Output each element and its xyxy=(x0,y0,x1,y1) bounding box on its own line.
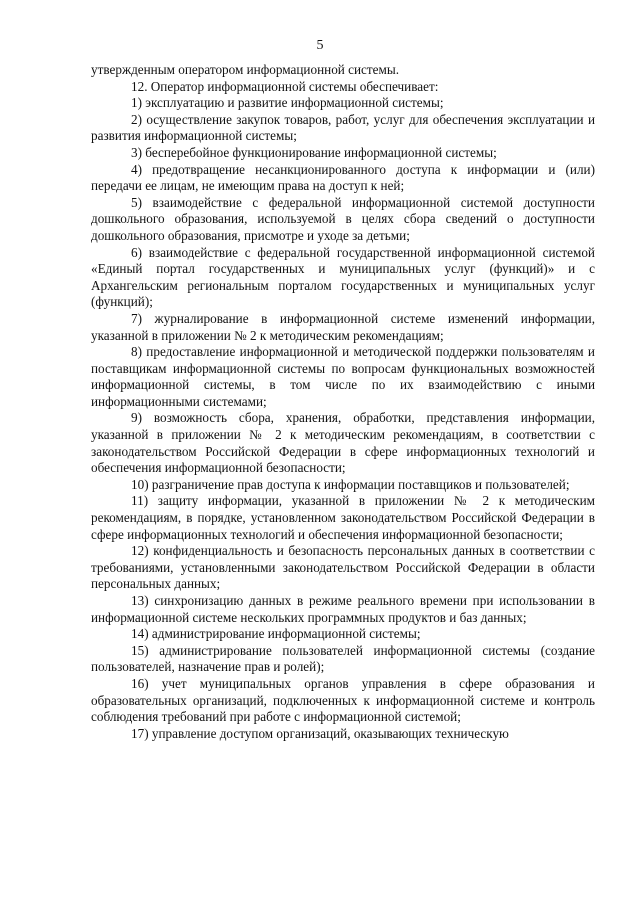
list-item-7: 7) журналирование в информационной системе изменений информации, указанной в приложении № 2 к методическим рекомендациям; xyxy=(91,310,595,343)
list-item-2: 2) осуществление закупок товаров, работ, услуг для обеспечения эксплуатации и развития информационной системы; xyxy=(91,111,595,144)
list-item-8: 8) предоставление информационной и методической поддержки пользователям и поставщикам информационной системы по вопросам функциональных возможностей информационной системы, в том числе по их взаимодействию с иными информационными системами; xyxy=(91,344,595,409)
list-item-13: 13) синхронизацию данных в режиме реального времени при использовании в информационной системе нескольких программных продуктов и баз данных; xyxy=(91,593,595,625)
paragraph-continuation: утвержденным оператором информационной системы. xyxy=(91,62,400,77)
list-item-3: 3) бесперебойное функционирование информационной системы; xyxy=(131,144,497,160)
list-item-10: 10) разграничение прав доступа к информации поставщиков и пользователей; xyxy=(131,476,570,492)
document-body xyxy=(91,62,595,742)
list-item-9: 9) возможность сбора, хранения, обработки, представления информации, указанной в приложении № 2 к методическим рекомендациям, в соответствии с законодательством Российской Федерации в сфере информационных технологий и обеспечения информационной безопасности; xyxy=(91,410,595,476)
paragraph-section-12: 12. Оператор информационной системы обеспечивает: xyxy=(131,78,439,94)
list-item-6: 6) взаимодействие с федеральной государственной информационной системой «Единый портал государственных и муниципальных услуг (функций)» и с Архангельским региональным порталом государственных и муниципальных услуг (функций); xyxy=(91,244,595,310)
page-number: 5 xyxy=(316,38,324,53)
list-item-12: 12) конфиденциальность и безопасность персональных данных в соответствии с требованиями, установленными законодательством Российской Федерации в области персональных данных; xyxy=(91,543,595,592)
list-item-15: 15) администрирование пользователей информационной системы (создание пользователей, назначение прав и ролей); xyxy=(91,642,595,675)
list-item-11: 11) защиту информации, указанной в приложении № 2 к методическим рекомендациям, в порядке, установленном законодательством Российской Федерации в сфере информационных технологий и обеспечения информационной безопасности; xyxy=(91,493,595,542)
list-item-5: 5) взаимодействие с федеральной информационной системой доступности дошкольного образования, используемой в целях сбора сведений о доступности дошкольного образования, присмотре и уходе за детьми; xyxy=(91,194,595,243)
list-item-1: 1) эксплуатацию и развитие информационной системы; xyxy=(131,95,444,111)
list-item-17: 17) управление доступом организаций, оказывающих техническую xyxy=(131,725,509,741)
list-item-4: 4) предотвращение несанкционированного доступа к информации и (или) передачи ее лицам, не имеющим права на доступ к ней; xyxy=(91,161,595,194)
list-item-14: 14) администрирование информационной системы; xyxy=(131,626,421,642)
list-item-16: 16) учет муниципальных органов управления в сфере образования и образовательных организаций, подключенных к информационной системе и контроль соблюдения требований при работе с информационной системой; xyxy=(91,675,595,725)
